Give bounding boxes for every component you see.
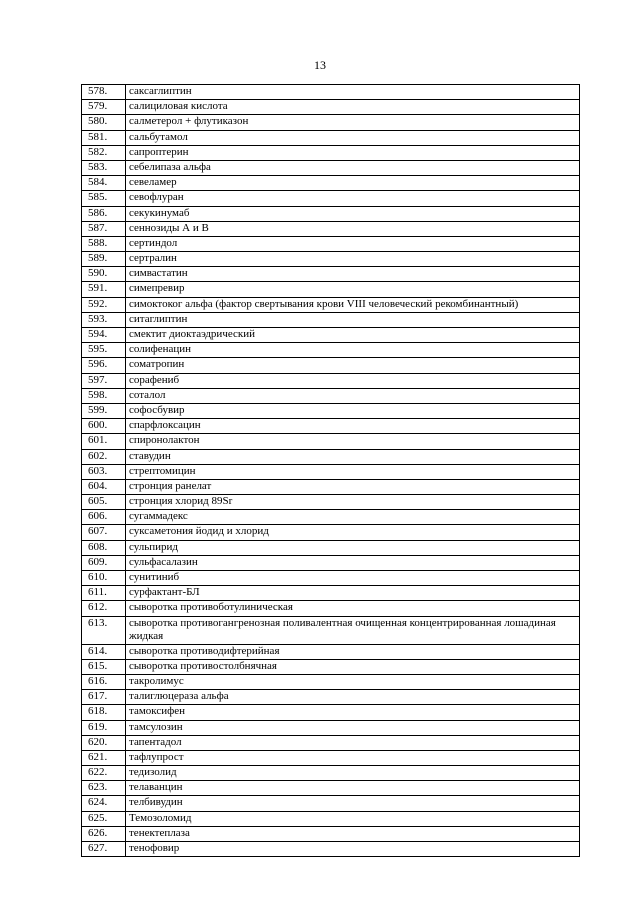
table-row [82,735,580,750]
table-body [82,85,580,857]
drug-name: сальбутамол [126,130,580,145]
table-row [82,434,580,449]
drug-name: сыворотка противодифтерийная [126,644,580,659]
row-number: 594. [82,328,126,343]
table-row [82,449,580,464]
row-number: 597. [82,373,126,388]
table-row [82,720,580,735]
row-number: 592. [82,297,126,312]
row-number: 607. [82,525,126,540]
row-number: 580. [82,115,126,130]
drug-name: сульфасалазин [126,555,580,570]
row-number: 590. [82,267,126,282]
table-row [82,525,580,540]
drug-name: стронция ранелат [126,479,580,494]
drug-name: тенофовир [126,842,580,857]
table-row [82,555,580,570]
row-number: 627. [82,842,126,857]
row-number: 619. [82,720,126,735]
drug-name: ставудин [126,449,580,464]
table-row [82,705,580,720]
drug-name: софосбувир [126,403,580,418]
row-number: 613. [82,616,126,644]
row-number: 587. [82,221,126,236]
table-row [82,690,580,705]
row-number: 626. [82,826,126,841]
row-number: 612. [82,601,126,616]
row-number: 578. [82,85,126,100]
drug-name: симоктоког альфа (фактор свертывания крови VIII человеческий рекомбинантный) [126,297,580,312]
table-row [82,510,580,525]
table-row [82,343,580,358]
drug-name: такролимус [126,674,580,689]
table-row [82,388,580,403]
row-number: 593. [82,312,126,327]
table-row [82,252,580,267]
drug-name: соталол [126,388,580,403]
drug-name: сунитиниб [126,571,580,586]
drug-name: телаванцин [126,781,580,796]
drug-name: телбивудин [126,796,580,811]
table-row [82,221,580,236]
table-row [82,236,580,251]
drug-name: сурфактант-БЛ [126,586,580,601]
page-number: 13 [314,58,326,72]
row-number: 611. [82,586,126,601]
drug-name: секукинумаб [126,206,580,221]
drug-name: спиронолактон [126,434,580,449]
table-row [82,160,580,175]
table-row [82,750,580,765]
row-number: 579. [82,100,126,115]
drug-name: севеламер [126,176,580,191]
table-row [82,176,580,191]
drug-name: сыворотка противоботулиническая [126,601,580,616]
table-row [82,267,580,282]
drug-name: салициловая кислота [126,100,580,115]
row-number: 620. [82,735,126,750]
table-row [82,419,580,434]
table-row [82,479,580,494]
drug-name: ситаглиптин [126,312,580,327]
row-number: 617. [82,690,126,705]
row-number: 615. [82,659,126,674]
table-row [82,659,580,674]
drug-name: себелипаза альфа [126,160,580,175]
table-row [82,373,580,388]
table-row [82,796,580,811]
row-number: 606. [82,510,126,525]
table-row [82,571,580,586]
row-number: 600. [82,419,126,434]
row-number: 581. [82,130,126,145]
drug-name: сеннозиды А и В [126,221,580,236]
row-number: 622. [82,766,126,781]
table-row [82,495,580,510]
drug-name: сорафениб [126,373,580,388]
row-number: 585. [82,191,126,206]
row-number: 604. [82,479,126,494]
table-row [82,85,580,100]
drug-name: саксаглиптин [126,85,580,100]
row-number: 623. [82,781,126,796]
row-number: 601. [82,434,126,449]
row-number: 602. [82,449,126,464]
drug-name: сыворотка противостолбнячная [126,659,580,674]
drug-name: суксаметония йодид и хлорид [126,525,580,540]
table-row [82,130,580,145]
row-number: 584. [82,176,126,191]
drug-name: тенектеплаза [126,826,580,841]
table-row [82,540,580,555]
drug-name: симвастатин [126,267,580,282]
table-row [82,100,580,115]
drug-name: тедизолид [126,766,580,781]
table-row [82,282,580,297]
row-number: 625. [82,811,126,826]
table-row [82,115,580,130]
row-number: 589. [82,252,126,267]
table-row [82,297,580,312]
row-number: 598. [82,388,126,403]
table-row [82,644,580,659]
drug-name: тамоксифен [126,705,580,720]
table-row [82,601,580,616]
drug-name: салметерол + флутиказон [126,115,580,130]
drug-name: сапроптерин [126,145,580,160]
row-number: 616. [82,674,126,689]
table-row [82,842,580,857]
drug-name: смектит диоктаэдрический [126,328,580,343]
table-row [82,766,580,781]
table-row [82,586,580,601]
row-number: 588. [82,236,126,251]
row-number: 595. [82,343,126,358]
drug-name: севофлуран [126,191,580,206]
drug-name: стрептомицин [126,464,580,479]
row-number: 624. [82,796,126,811]
drug-name: Темозоломид [126,811,580,826]
row-number: 583. [82,160,126,175]
row-number: 614. [82,644,126,659]
table-row [82,616,580,644]
table-row [82,674,580,689]
drug-name: солифенацин [126,343,580,358]
table-row [82,206,580,221]
drug-name: соматропин [126,358,580,373]
drug-name: тафлупрост [126,750,580,765]
row-number: 610. [82,571,126,586]
row-number: 608. [82,540,126,555]
drug-name: сертиндол [126,236,580,251]
table-row [82,312,580,327]
drug-name: тамсулозин [126,720,580,735]
row-number: 618. [82,705,126,720]
table-row [82,328,580,343]
row-number: 596. [82,358,126,373]
drug-name: сыворотка противогангренозная поливалентная очищенная концентрированная лошадиная жидкая [126,616,580,644]
table-row [82,464,580,479]
drug-name: тапентадол [126,735,580,750]
table-row [82,403,580,418]
table-row [82,191,580,206]
drug-name: стронция хлорид 89Sr [126,495,580,510]
drug-name: спарфлоксацин [126,419,580,434]
row-number: 599. [82,403,126,418]
drug-name: сугаммадекс [126,510,580,525]
drug-list-table [81,84,580,857]
table-row [82,358,580,373]
row-number: 621. [82,750,126,765]
table-row [82,781,580,796]
drug-name: сульпирид [126,540,580,555]
row-number: 582. [82,145,126,160]
row-number: 586. [82,206,126,221]
drug-name: симепревир [126,282,580,297]
drug-name: сертралин [126,252,580,267]
table-row [82,811,580,826]
row-number: 609. [82,555,126,570]
table-row [82,826,580,841]
row-number: 591. [82,282,126,297]
row-number: 605. [82,495,126,510]
drug-name: талиглюцераза альфа [126,690,580,705]
row-number: 603. [82,464,126,479]
table-row [82,145,580,160]
